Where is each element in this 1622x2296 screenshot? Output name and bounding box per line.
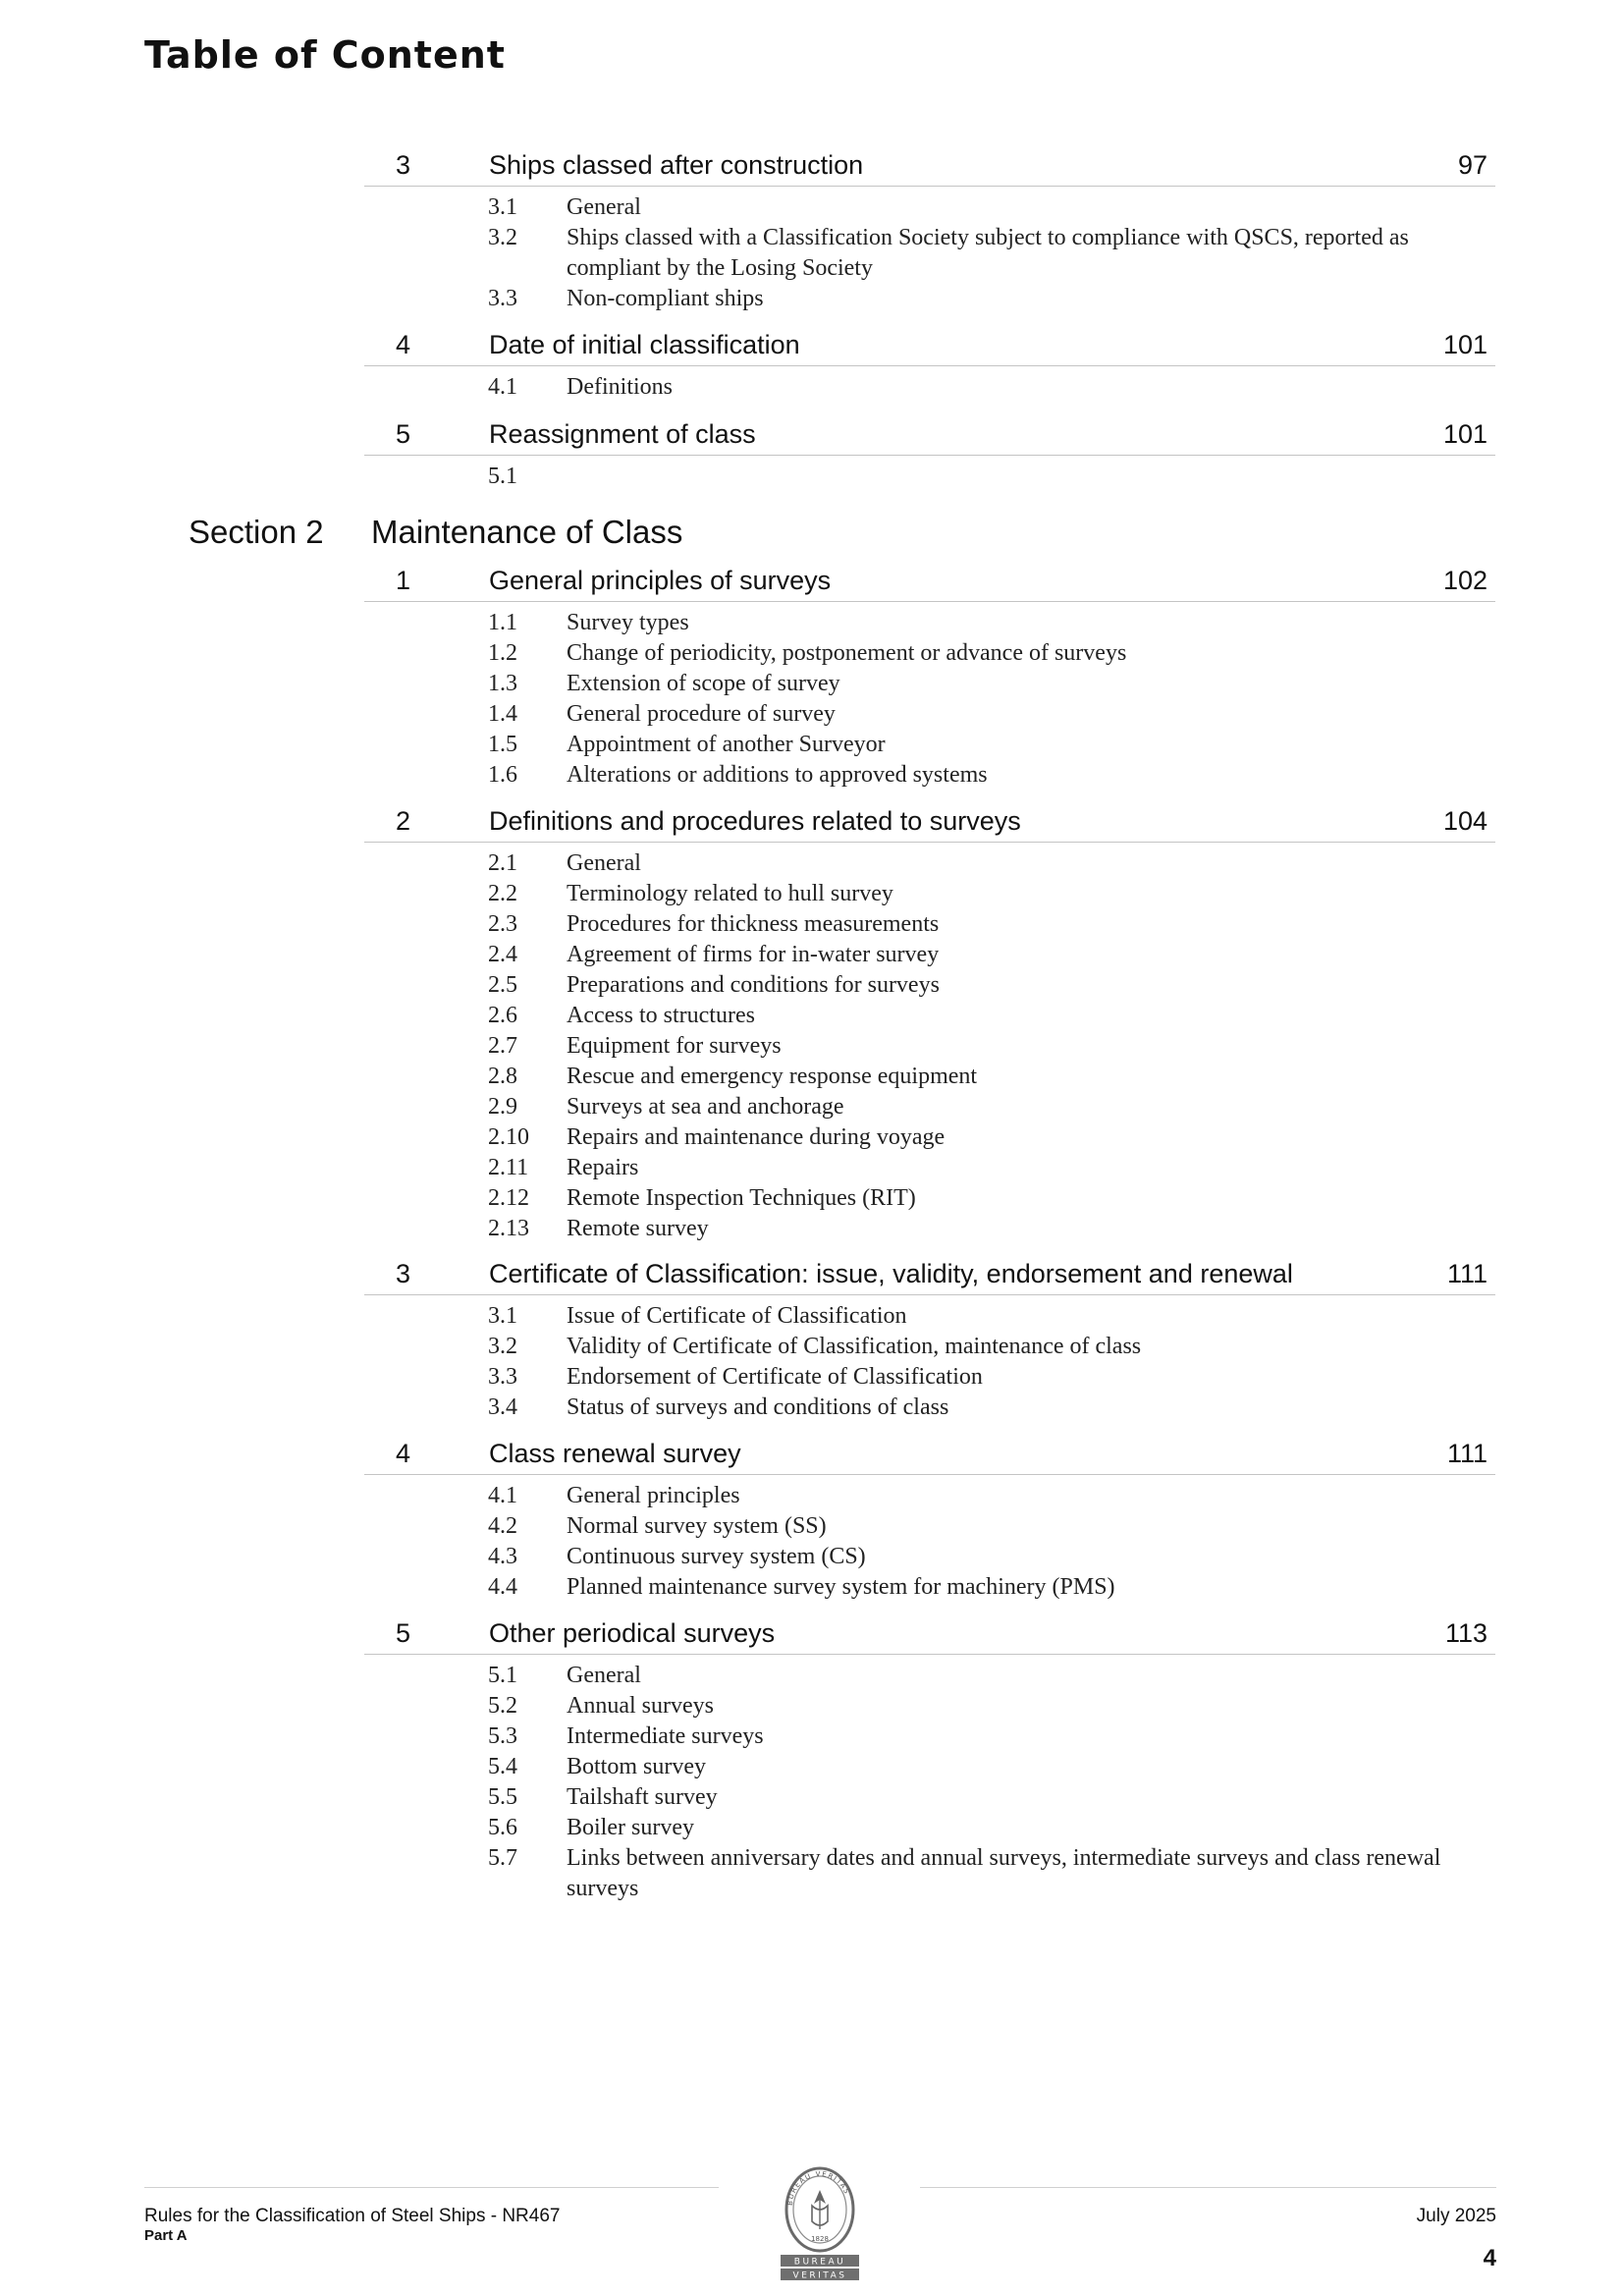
- subitem-number: 3.1: [488, 194, 517, 220]
- article-number: 4: [396, 330, 411, 359]
- toc-subitem[interactable]: [488, 1183, 1622, 1214]
- subitem-number: 5.1: [488, 1663, 517, 1688]
- subitem-title: Change of periodicity, postponement or advance of surveys: [567, 640, 1127, 666]
- subitem-number: 4.1: [488, 1483, 517, 1508]
- subitem-number: 2.6: [488, 1003, 517, 1028]
- subitem-number: 2.8: [488, 1064, 517, 1089]
- toc-subitem[interactable]: [488, 1722, 1622, 1752]
- article-page: 111: [1446, 1439, 1487, 1468]
- toc-subitem[interactable]: [488, 1542, 1622, 1572]
- toc-article: [0, 322, 1622, 403]
- subitem-title: General: [567, 1663, 641, 1688]
- footer-divider-left: [144, 2187, 719, 2188]
- article-title[interactable]: Date of initial classification: [489, 330, 800, 359]
- subitem-number: 1.5: [488, 732, 517, 757]
- subitem-title: Access to structures: [567, 1003, 755, 1028]
- subitem-title: Planned maintenance survey system for machinery (PMS): [567, 1574, 1115, 1600]
- subitem-title: Equipment for surveys: [567, 1033, 782, 1059]
- article-title[interactable]: Ships classed after construction: [489, 150, 864, 180]
- toc-article-header[interactable]: [364, 1611, 1495, 1655]
- subitem-title: Tailshaft survey: [567, 1784, 718, 1810]
- subitem-title: Status of surveys and conditions of class: [567, 1394, 949, 1420]
- subitem-number: 1.3: [488, 671, 517, 696]
- article-number: 2: [396, 806, 411, 836]
- toc-subitem[interactable]: [488, 1572, 1622, 1603]
- subitem-number: 2.2: [488, 881, 517, 906]
- toc-subitem[interactable]: [488, 848, 1622, 879]
- article-title[interactable]: General principles of surveys: [489, 566, 832, 595]
- subitem-number: 4.1: [488, 374, 517, 400]
- subitem-number: 4.4: [488, 1574, 517, 1600]
- subitem-number: 5.4: [488, 1754, 517, 1779]
- subitem-number: 4.3: [488, 1544, 517, 1569]
- toc-article-header[interactable]: [364, 558, 1495, 602]
- subitem-number: 2.1: [488, 850, 517, 876]
- article-number: 3: [396, 150, 411, 180]
- subitem-title: General: [567, 850, 641, 876]
- toc-subitem[interactable]: [488, 1813, 1622, 1843]
- toc-article: [0, 142, 1622, 314]
- subitem-number: 3.2: [488, 1334, 517, 1359]
- subitem-number: 2.10: [488, 1124, 529, 1150]
- subitem-number: 4.2: [488, 1513, 517, 1539]
- article-title[interactable]: Reassignment of class: [489, 419, 756, 449]
- toc-subitem[interactable]: [488, 1001, 1622, 1031]
- toc-subitem[interactable]: [488, 638, 1622, 669]
- subitem-title: Extension of scope of survey: [567, 671, 840, 696]
- toc-subitem[interactable]: [488, 608, 1622, 638]
- article-title[interactable]: Class renewal survey: [489, 1439, 741, 1468]
- toc-article: [0, 1611, 1622, 1904]
- toc-subitem[interactable]: [488, 192, 1622, 223]
- footer-document-title: Rules for the Classification of Steel Ships - NR467: [144, 2206, 561, 2226]
- subitem-number: 1.4: [488, 701, 517, 727]
- subitem-number: 3.4: [488, 1394, 517, 1420]
- toc-subitem[interactable]: [488, 760, 1622, 791]
- toc-article-header[interactable]: [364, 1251, 1495, 1295]
- toc-subitem[interactable]: [488, 1843, 1622, 1904]
- toc-subitem[interactable]: [488, 1122, 1622, 1153]
- subitem-title: Procedures for thickness measurements: [567, 911, 940, 937]
- toc-subitem[interactable]: [488, 1481, 1622, 1511]
- subitem-number: 2.12: [488, 1185, 529, 1211]
- article-number: 5: [396, 1618, 411, 1648]
- subitem-number: 3.2: [488, 225, 517, 250]
- subitem-number: 3.3: [488, 1364, 517, 1390]
- subitem-number: 5.6: [488, 1815, 517, 1840]
- subitem-title: Agreement of firms for in-water survey: [567, 942, 940, 967]
- subitem-title: Continuous survey system (CS): [567, 1544, 866, 1569]
- footer-date: July 2025: [1416, 2206, 1496, 2226]
- subitem-title: Ships classed with a Classification Society subject to compliance with QSCS, reported as compliant by the Losing Society: [567, 225, 1409, 281]
- subitem-title: Alterations or additions to approved systems: [567, 762, 988, 788]
- subitem-number: 2.9: [488, 1094, 517, 1120]
- toc-subitem[interactable]: [488, 669, 1622, 699]
- subitem-title: Survey types: [567, 610, 689, 635]
- subitem-title: Boiler survey: [567, 1815, 694, 1840]
- article-page: 113: [1444, 1618, 1487, 1648]
- subitem-number: 2.4: [488, 942, 517, 967]
- subitem-title: Preparations and conditions for surveys: [567, 972, 940, 998]
- toc-subitem[interactable]: [488, 1511, 1622, 1542]
- toc-subitem[interactable]: [488, 1661, 1622, 1691]
- subitem-number: 2.11: [488, 1155, 529, 1180]
- toc-article-header[interactable]: [364, 322, 1495, 366]
- article-page: 104: [1442, 806, 1487, 836]
- toc-subitem[interactable]: [488, 223, 1622, 284]
- subitem-title: Non-compliant ships: [567, 286, 764, 311]
- toc-subitem[interactable]: [488, 284, 1622, 314]
- subitem-title: Intermediate surveys: [567, 1723, 764, 1749]
- toc-subitem[interactable]: [488, 1691, 1622, 1722]
- article-page: 111: [1446, 1259, 1487, 1288]
- subitem-number: 3.1: [488, 1303, 517, 1329]
- subitem-title: General: [567, 194, 641, 220]
- page-title: Table of Content: [144, 33, 506, 77]
- subitem-title: Issue of Certificate of Classification: [567, 1303, 907, 1329]
- article-title[interactable]: Certificate of Classification: issue, validity, endorsement and renewal: [489, 1259, 1293, 1288]
- subitem-title: Endorsement of Certificate of Classification: [567, 1364, 983, 1390]
- toc-subitem[interactable]: [488, 730, 1622, 760]
- toc-subitem[interactable]: [488, 1332, 1622, 1362]
- article-title[interactable]: Definitions and procedures related to surveys: [489, 806, 1021, 836]
- subitem-number: 2.7: [488, 1033, 517, 1059]
- subitem-title: Surveys at sea and anchorage: [567, 1094, 844, 1120]
- subitem-title: Appointment of another Surveyor: [567, 732, 886, 757]
- subitem-title: General principles: [567, 1483, 740, 1508]
- subitem-number: 2.13: [488, 1216, 529, 1241]
- toc-subitem[interactable]: [488, 1214, 1622, 1244]
- toc-subitem[interactable]: [488, 940, 1622, 970]
- subitem-title: Remote Inspection Techniques (RIT): [567, 1185, 916, 1211]
- subitem-title: Normal survey system (SS): [567, 1513, 827, 1539]
- toc-article-header[interactable]: [364, 1431, 1495, 1475]
- logo-arc-text: BUREAU VERITAS: [785, 2169, 851, 2207]
- subitem-title: Validity of Certificate of Classification, maintenance of class: [567, 1334, 1142, 1359]
- subitem-number: 5.1: [488, 464, 517, 489]
- subitem-number: 2.3: [488, 911, 517, 937]
- subitem-title: Remote survey: [567, 1216, 709, 1241]
- toc-subitem[interactable]: [488, 1782, 1622, 1813]
- subitem-number: 1.1: [488, 610, 517, 635]
- subitem-title: Links between anniversary dates and annual surveys, intermediate surveys and class renewal surveys: [567, 1845, 1441, 1901]
- subitem-number: 2.5: [488, 972, 517, 998]
- article-number: 3: [396, 1259, 411, 1288]
- subitem-number: 5.2: [488, 1693, 517, 1719]
- section-label[interactable]: Section 2: [189, 514, 324, 550]
- subitem-number: 1.2: [488, 640, 517, 666]
- article-number: 5: [396, 419, 411, 449]
- bureau-veritas-logo: [769, 2157, 871, 2287]
- subitem-title: General procedure of survey: [567, 701, 836, 727]
- toc-subitem[interactable]: [488, 909, 1622, 940]
- subitem-title: Rescue and emergency response equipment: [567, 1064, 978, 1089]
- logo-word-bottom: VERITAS: [792, 2270, 847, 2281]
- logo-emblem-icon: [769, 2157, 871, 2282]
- toc-subitem[interactable]: [488, 1752, 1622, 1782]
- toc-article: [0, 798, 1622, 1244]
- subitem-title: Repairs: [567, 1155, 639, 1180]
- subitem-title: Annual surveys: [567, 1693, 714, 1719]
- toc-subitem[interactable]: [488, 699, 1622, 730]
- article-page: 102: [1442, 566, 1487, 595]
- toc-subitem[interactable]: [488, 372, 1622, 403]
- subitem-title: Repairs and maintenance during voyage: [567, 1124, 946, 1150]
- logo-year: 1828: [811, 2235, 829, 2243]
- toc-subitem[interactable]: [488, 1393, 1622, 1423]
- subitem-number: 5.5: [488, 1784, 517, 1810]
- toc-subitem[interactable]: [488, 1062, 1622, 1092]
- toc-article: [0, 1251, 1622, 1423]
- subitem-number: 1.6: [488, 762, 517, 788]
- footer-part: Part A: [144, 2227, 188, 2244]
- toc-subitem[interactable]: [488, 1153, 1622, 1183]
- toc-article-header[interactable]: [364, 798, 1495, 843]
- subitem-number: 3.3: [488, 286, 517, 311]
- subitem-title: Terminology related to hull survey: [567, 881, 893, 906]
- toc-article-header[interactable]: [364, 142, 1495, 187]
- article-number: 4: [396, 1439, 411, 1468]
- toc-article: [0, 558, 1622, 791]
- subitem-title: Bottom survey: [567, 1754, 706, 1779]
- toc-subitem[interactable]: [488, 970, 1622, 1001]
- toc-article: [0, 411, 1622, 489]
- section-title[interactable]: Maintenance of Class: [371, 514, 683, 550]
- toc-article: [0, 1431, 1622, 1603]
- article-page: 101: [1442, 419, 1487, 449]
- article-page: 97: [1457, 150, 1487, 180]
- footer-divider-right: [920, 2187, 1496, 2188]
- subitem-title: Definitions: [567, 374, 673, 400]
- subitem-number: 5.7: [488, 1845, 517, 1871]
- article-title[interactable]: Other periodical surveys: [489, 1618, 776, 1648]
- toc-subitem[interactable]: [488, 1301, 1622, 1332]
- page-number: 4: [1483, 2245, 1496, 2271]
- toc-subitem[interactable]: [488, 1092, 1622, 1122]
- logo-word-top: BUREAU: [793, 2257, 846, 2268]
- toc-subitem[interactable]: [488, 879, 1622, 909]
- article-number: 1: [396, 566, 411, 595]
- toc-subitem[interactable]: [488, 1362, 1622, 1393]
- article-page: 101: [1442, 330, 1487, 359]
- toc-article-header[interactable]: [364, 411, 1495, 456]
- subitem-number: 5.3: [488, 1723, 517, 1749]
- toc-subitem[interactable]: [488, 1031, 1622, 1062]
